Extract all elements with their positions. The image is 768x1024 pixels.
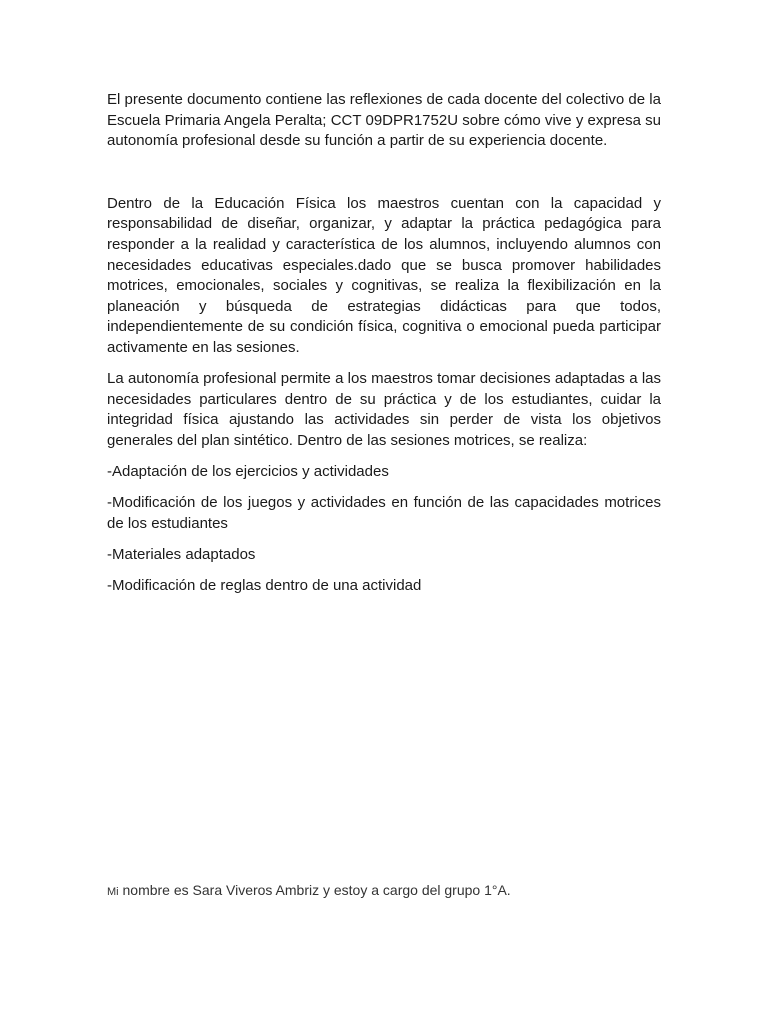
document-body xyxy=(107,90,661,607)
body-paragraph-physical-education: Dentro de la Educación Física los maestros cuentan con la capacidad y responsabilidad de diseñar, organizar, y adaptar la práctica pedagógica para responder a la realidad y característica de los alumnos, incluyendo alumnos con necesidades educativas especiales.dado que se busca promover habilidades motrices, emocionales, sociales y cognitivas, se realiza la flexibilización en la planeación y búsqueda de estrategias didácticas para que todos, independientemente de su condición física, cognitiva o emocional pueda participar activamente en las sesiones. xyxy=(107,194,661,356)
signature-line xyxy=(107,881,511,901)
intro-paragraph: El presente documento contiene las reflexiones de cada docente del colectivo de la Escuela Primaria Angela Peralta; CCT 09DPR1752U sobre cómo vive y expresa su autonomía profesional desde su función a partir de su experiencia docente. xyxy=(107,91,661,150)
signature-text: nombre es Sara Viveros Ambriz y estoy a cargo del grupo 1°A. xyxy=(118,882,511,898)
signature-first-word: Mi xyxy=(107,886,119,898)
list-item: -Materiales adaptados xyxy=(107,545,256,563)
list-item: -Modificación de los juegos y actividades en función de las capacidades motrices de los estudiantes xyxy=(107,494,661,532)
body-paragraph-professional-autonomy: La autonomía profesional permite a los maestros tomar decisiones adaptadas a las necesidades particulares dentro de su práctica y de los estudiantes, cuidar la integridad física ajustando las actividades sin perder de vista los objetivos generales del plan sintético. Dentro de las sesiones motrices, se realiza: xyxy=(107,370,661,449)
list-item: -Adaptación de los ejercicios y actividades xyxy=(107,462,389,480)
list-item: -Modificación de reglas dentro de una actividad xyxy=(107,576,422,594)
